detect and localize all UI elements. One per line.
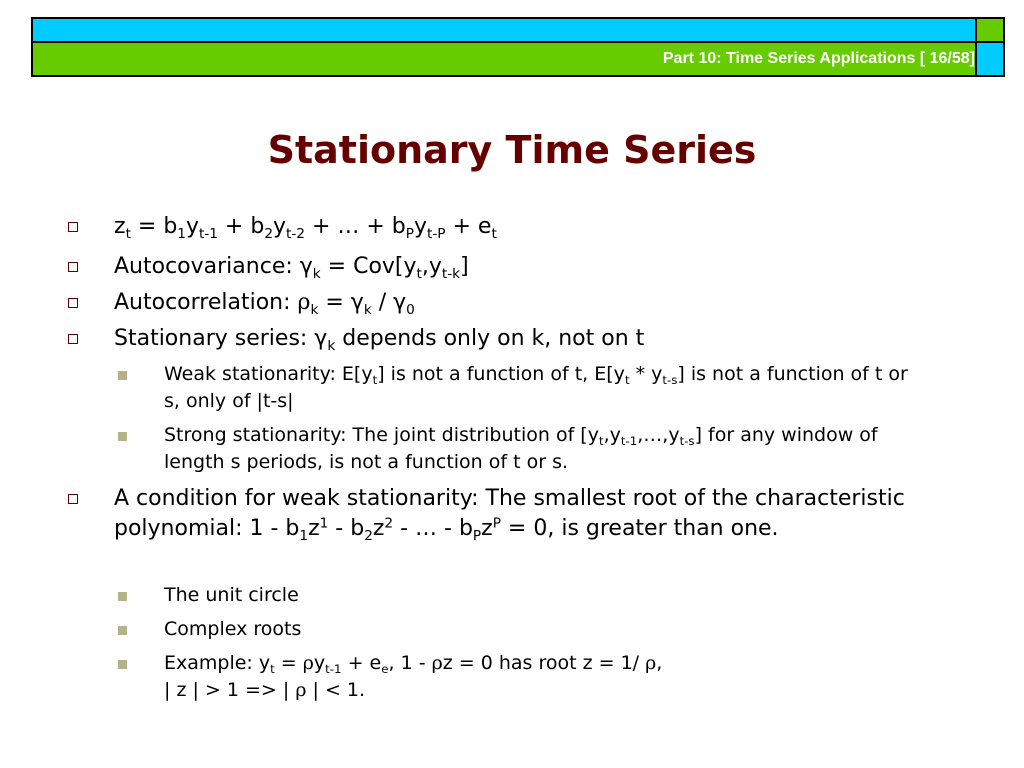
bullet-square-icon (68, 262, 78, 272)
sub-bullet-unit-circle: The unit circle (164, 584, 299, 606)
header-bar-cyan (31, 17, 977, 43)
sub-bullet-strong-stationarity: Strong stationarity: The joint distribution of $[y_t,y_{t-1},\dots,y_{t-s}]$ for any window of length s periods, is not a function of t or s. (164, 424, 878, 473)
bullet-square-icon (68, 494, 78, 504)
sub-bullet-icon (118, 592, 127, 601)
sub-bullet-icon (118, 432, 127, 441)
bullet-autocorrelation: Autocorrelation: $\rho_k = \gamma_k / \gamma_0$ (114, 290, 415, 318)
sub-bullet-weak-stationarity: Weak stationarity: $E[y_t]$ is not a function of t, $E[y_t * y_{t-s}]$ is not a function of t or s, only of |t-s| (164, 363, 908, 412)
sub-bullet-icon (118, 371, 127, 380)
bullet-square-icon (68, 222, 78, 232)
sub-bullet-icon (118, 626, 127, 635)
part-label: Part 10: Time Series Applications [ 16/58] (662, 50, 975, 67)
bullet-autocovariance: Autocovariance: $\gamma_k = Cov[y_t,y_{t-k}]$ (114, 254, 469, 282)
bullet-ar-model: $z_t = b_1y_{t-1} + b_2y_{t-2}$ + … + $b_Py_{t-P} + e_t$ (114, 214, 497, 242)
bullet-weak-stationarity-condition: A condition for weak stationarity: The smallest root of the characteristic polynomial: $1 - b_1z^1 - b_2z^2$ - … - $b_Pz^P = 0$, is greater than one. (114, 486, 905, 544)
sub-bullet-complex-roots: Complex roots (164, 618, 302, 640)
sub-bullet-example: Example: $y_t = \rho y_{t-1} + e_e$, 1 - ρz = 0 has root z = 1/ ρ, | z | > 1 => | ρ | < 1. (164, 652, 663, 701)
header-square-green (977, 17, 1005, 43)
sub-bullet-icon (118, 660, 127, 669)
bullet-square-icon (68, 298, 78, 308)
bullet-stationary-series: Stationary series: $\gamma_k$ depends only on k, not on t (114, 326, 645, 354)
header-square-cyan (977, 43, 1005, 77)
slide-title: Stationary Time Series (267, 128, 757, 172)
bullet-square-icon (68, 334, 78, 344)
